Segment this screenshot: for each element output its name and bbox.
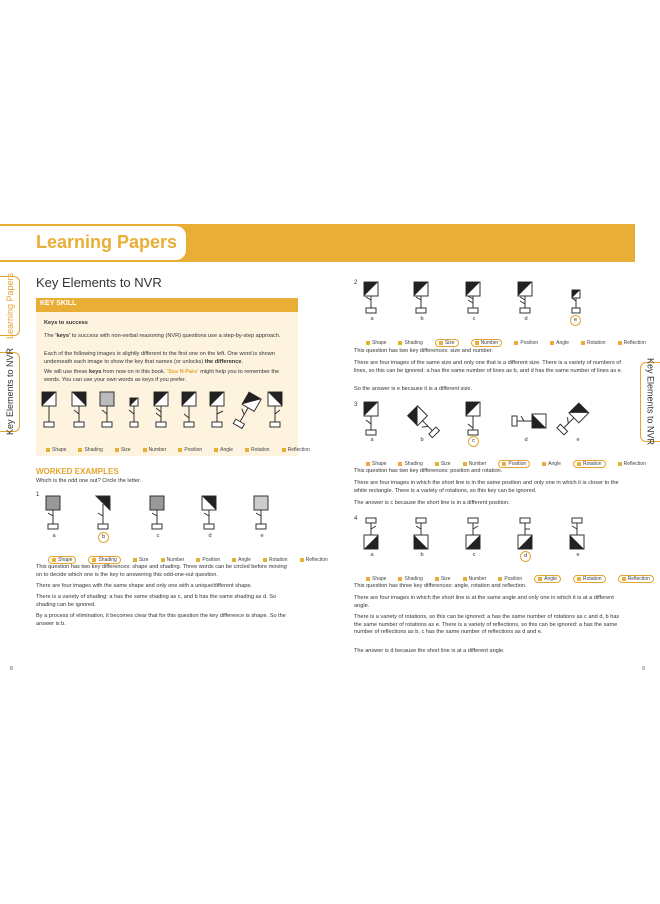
q4-figure-b [414,518,428,549]
ks-figure-6 [182,392,196,427]
q3-figure-d [512,414,546,428]
question-4-number: 4 [354,516,358,522]
ks-figure-8 [232,392,262,429]
question-3-figures [362,400,592,438]
page-heading: Key Elements to NVR [36,275,162,290]
key-skill-para-2: Each of the following images is slightly different to the first one on the left. One word is shown underneath each image to show the key that names (or unlocks) the difference. [44,351,275,365]
ks-figure-1 [42,392,56,427]
key-skill-label: KEY SKILL [40,300,77,307]
q4-explanation-2: There are four images in which the short line is at the same angle and only one in which it is at a different angle. [354,595,614,609]
ks-figure-4 [129,398,138,427]
question-2-number: 2 [354,280,358,286]
keyword-number: Number [143,447,167,453]
q1-option-a[interactable]: a [52,533,56,539]
ks-figure-9 [268,392,282,427]
q3-answer-c[interactable]: c [468,436,479,447]
question-2-keywords: Shape Shading Size Number Position Angle Rotation Reflection [366,331,658,349]
question-1-keywords: Shape Shading Size Number Position Angle Rotation Reflection [48,548,298,566]
question-4-options: a b c d e [366,552,596,562]
ks-figure-2 [72,392,86,427]
q3-figure-b [408,406,441,438]
q3-figure-a [364,402,378,435]
keyword-reflection: Reflection [282,447,310,453]
q2-figure-d [518,282,532,313]
side-tab-learning-papers[interactable]: Learning Papers [0,276,20,336]
q1-option-c[interactable]: c [156,533,160,539]
keyword-shape: Shape [46,447,66,453]
ks-figure-3 [100,392,114,427]
question-1-options [48,533,278,543]
q3-explanation-3: The answer is c because the short line is in a different position. [354,500,510,506]
q4-explanation-3: There is a variety of rotations, so this can be ignored: a has the same number of rotations as c and d, b has the same number of rotations as e. There is a variety of reflections, so this can be ignored: a has the same number of reflections as b, c has the same number of reflections as d and e. [354,614,620,635]
q2-figure-c [466,282,480,313]
q3-explanation-1: This question has two key differences: position and rotation. [354,468,503,474]
section-title: Learning Papers [36,232,178,252]
page-number-right: 9 [642,666,645,672]
key-skill-figures [40,390,290,430]
q1-figure-b [96,496,110,529]
question-3-options: a b c d e [366,437,596,447]
q4-explanation-4: The answer is d because the short line is at a different angle. [354,648,505,654]
keyword-position: Position [178,447,202,453]
question-4-figures [362,516,592,552]
page-number-left: 8 [10,666,13,672]
q1-explanation-1: This question has two key differences: shape and shading. Three words can be circled before moving on to decide which one is the key to answering this odd-one-out question. [36,564,287,578]
key-skill-subheading: Keys to success [44,320,88,326]
worked-examples-heading: WORKED EXAMPLES [36,467,119,476]
q4-figure-a [364,518,378,549]
q1-option-b[interactable]: b [98,532,109,543]
q4-figure-c [466,518,480,549]
q1-explanation-3: There is a variety of shading: a has the same shading as c, and b has the same shading as d. So shading can be ignored. [36,594,277,608]
ks-figure-7 [210,392,224,427]
q3-figure-e [555,403,588,436]
ks-figure-5 [154,392,168,427]
keyword-rotation: Rotation [245,447,270,453]
q1-explanation-4: By a process of elimination, it becomes clear that for this question the key difference is shape. So the answer is b. [36,613,286,627]
keyword-size: Size [115,447,131,453]
q1-explanation-2: There are four images with the same shape and only one with a unique/different shape. [36,583,253,589]
q1-option-d[interactable]: d [208,533,212,539]
question-2-options: a b c d e [366,316,596,326]
question-1-figures [44,494,274,534]
q4-figure-e [570,518,584,549]
question-3-keywords: Shape Shading Size Number Position Angle Rotation Reflection [366,452,658,470]
q1-option-e[interactable]: e [260,533,264,539]
q2-figure-a [364,282,378,313]
q1-figure-e [254,496,268,529]
side-tab-key-elements-right[interactable]: Key Elements to NVR [640,362,660,442]
q2-explanation-3: So the answer is e because it is a different size. [354,386,473,392]
question-2-figures [362,280,592,316]
q1-keyword-shape: Shape [48,556,76,564]
q2-answer-e[interactable]: e [570,315,581,326]
keyword-shading: Shading [78,447,102,453]
key-skill-keywords [46,438,310,456]
q2-explanation-2: There are four images of the same size and only one that is a different size. There is a variety of numbers of lines, so this can be ignored: a has the same number of lines as b, and d has the same number of lines as e. [354,360,623,374]
q1-keyword-shading: Shading [88,556,120,564]
question-1-number: 1 [36,492,40,498]
q1-figure-c [150,496,164,529]
q3-figure-c [466,402,480,435]
key-skill-para-3: We will use these keys from now on in this book. 'Sss N Pars' might help you to remember the words. You can use your own words as keys if you prefer. [44,369,280,383]
q4-answer-d[interactable]: d [520,551,531,562]
q2-figure-e [572,290,580,313]
q4-explanation-1: This question has three key differences: angle, rotation and reflection. [354,583,527,589]
q2-explanation-1: This question has two key differences: size and number. [354,348,493,354]
q1-figure-a [46,496,60,529]
worked-instruction: Which is the odd one out? Circle the letter. [36,478,142,484]
question-4-keywords: Shape Shading Size Number Position Angle Rotation Reflection [366,567,660,585]
q4-figure-d [518,518,532,549]
key-skill-para-1: The 'keys' to success with non-verbal reasoning (NVR) questions use a step-by-step approach. [44,333,281,339]
keyword-angle: Angle [214,447,233,453]
q3-explanation-2: There are four images in which the short line is in the same position and only one in which it is closer to the white rectangle. There is a variety of rotations, so this key can be ignored. [354,480,619,494]
question-3-number: 3 [354,402,358,408]
q1-figure-d [202,496,216,529]
side-tab-key-elements-left[interactable]: Key Elements to NVR [0,352,20,432]
q2-figure-b [414,282,428,313]
